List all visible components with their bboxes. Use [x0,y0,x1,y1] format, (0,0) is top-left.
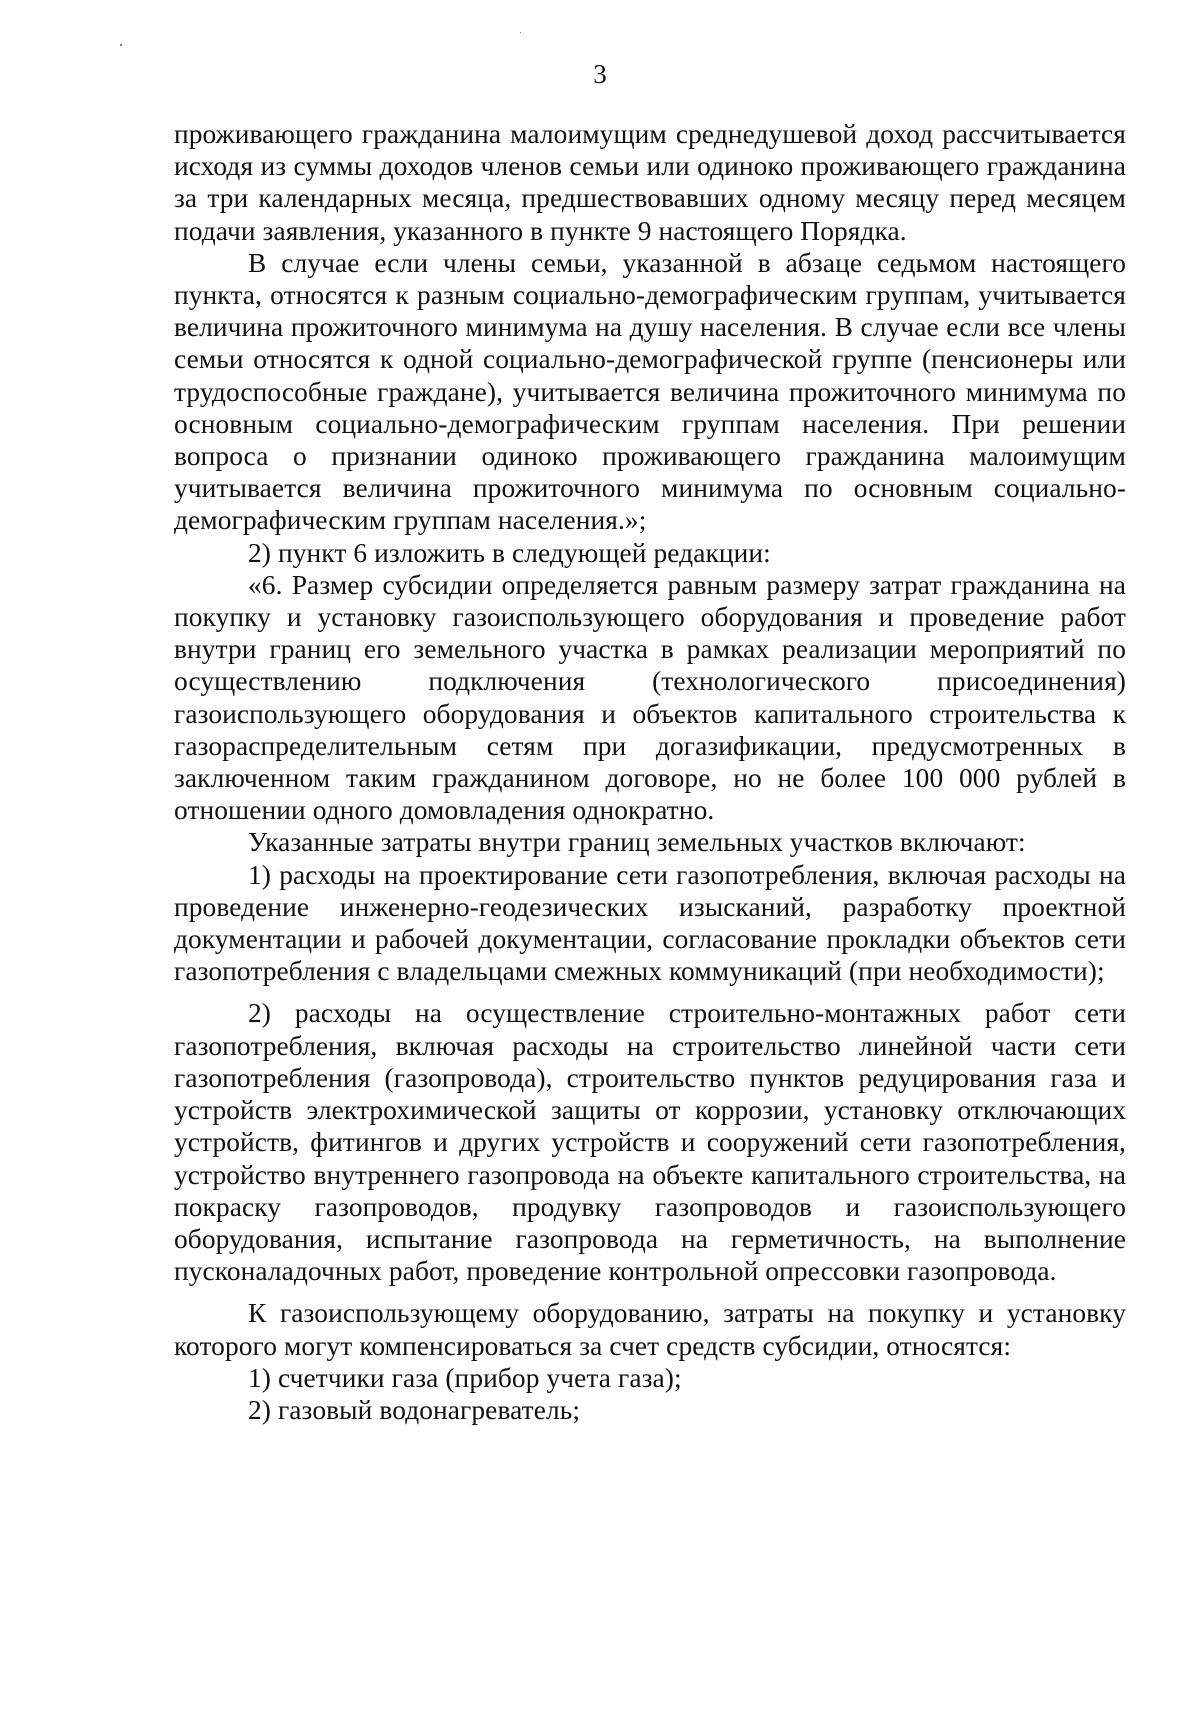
paragraph-continued: проживающего гражданина малоимущим среднедушевой доход рассчитывается исходя из суммы доходов членов семьи или одиноко проживающего гражданина за три календарных месяца, предшествовавших одному месяцу перед месяцем подачи заявления, указанного в пункте 9 настоящего Порядка. [174,119,1126,246]
paragraph-construction-costs: 2) расходы на осуществление строительно-монтажных работ сети газопотребления, включая расходы на строительство линейной части сети газопотребления (газопровода), строительство пунктов редуцирования газа и устройств электрохимической защиты от коррозии, установку отключающих устройств, фитингов и других устройств и сооружений сети газопотребления, устройство внутреннего газопровода на объекте капитального строительства, на покраску газопроводов, продувку газопроводов и газоиспользующего оборудования, испытание газопровода на герметичность, на выполнение пусконаладочных работ, проведение контрольной опрессовки газопровода. [174,998,1126,1287]
scan-speck [520,32,521,33]
list-item-water-heater: 2) газовый водонагреватель; [248,1394,581,1425]
paragraph-subsidy-size: «6. Размер субсидии определяется равным размеру затрат гражданина на покупку и установку газоиспользующего оборудования и проведение работ внутри границ его земельного участка в рамках реализации мероприятий по осуществлению подключения (технологического присоединения) газоиспользующего оборудования и объектов капитального строительства к газораспределительным сетям при догазификации, предусмотренных в заключенном таким гражданином договоре, но не более 100 000 рублей в отношении одного домовладения однократно. [174,569,1126,826]
document-body [174,118,1126,1426]
paragraph-costs-include: Указанные затраты внутри границ земельных участков включают: [248,827,1026,858]
paragraph-item-2-intro: 2) пункт 6 изложить в следующей редакции: [248,537,771,568]
paragraph-gap [174,1287,1126,1297]
paragraph-design-costs: 1) расходы на проектирование сети газопотребления, включая расходы на проведение инженерно-геодезических изысканий, разработку проектной документации и рабочей документации, согласование прокладки объектов сети газопотребления с владельцами смежных коммуникаций (при необходимости); [174,859,1126,987]
list-item-gas-meters: 1) счетчики газа (прибор учета газа); [248,1362,682,1393]
page-number: 3 [593,59,607,89]
paragraph-equipment-intro: К газоиспользующему оборудованию, затраты на покупку и установку которого могут компенсироваться за счет средств субсидии, относятся: [174,1298,1126,1361]
scan-speck [120,44,122,46]
paragraph-gap [174,987,1126,997]
paragraph-social-groups: В случае если члены семьи, указанной в абзаце седьмом настоящего пункта, относятся к разным социально-демографическим группам, учитывается величина прожиточного минимума на душу населения. В случае если все члены семьи относятся к одной социально-демографической группе (пенсионеры или трудоспособные граждане), учитывается величина прожиточного минимума по основным социально-демографическим группам населения. При решении вопроса о признании одиноко проживающего гражданина малоимущим учитывается величина прожиточного минимума по основным социально-демографическим группам населения.»; [174,247,1126,536]
